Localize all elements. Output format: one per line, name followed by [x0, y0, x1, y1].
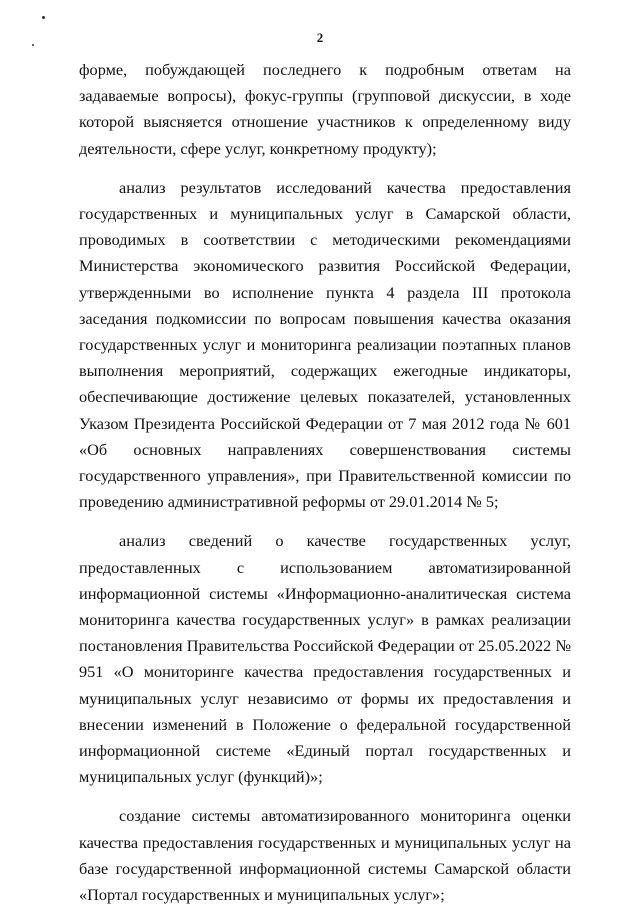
scan-speck	[42, 16, 45, 19]
document-body	[79, 57, 571, 921]
paragraph: анализ результатов исследований качества предоставления государственных и муниципальных услуг в Самарской области, проводимых в соответствии с методическими рекомендациями Министерства экономического развития Российской Федерации, утвержденными во исполнение пункта 4 раздела III протокола заседания подкомиссии по вопросам повышения качества оказания государственных услуг и мониторинга реализации поэтапных планов выполнения мероприятий, содержащих ежегодные индикаторы, обеспечивающие достижение целевых показателей, установленных Указом Президента Российской Федерации от 7 мая 2012 года № 601 «Об основных направлениях совершенствования системы государственного управления», при Правительственной комиссии по проведению административной реформы от 29.01.2014 № 5;	[79, 177, 571, 512]
paragraph: создание системы автоматизированного мониторинга оценки качества предоставления государственных и муниципальных услуг на базе государственной информационной системы Самарской области «Портал государственных и муниципальных услуг»;	[79, 806, 571, 905]
paragraph: анализ сведений о качестве государственных услуг, предоставленных с использованием автоматизированной информационной системы «Информационно-аналитическая система мониторинга качества государственных услуг» в рамках реализации постановления Правительства Российской Федерации от 25.05.2022 № 951 «О мониторинге качества предоставления государственных и муниципальных услуг независимо от формы их предоставления и внесении изменений в Положение о федеральной государственной информационной системе «Единый портал государственных и муниципальных услуг (функций)»;	[79, 531, 571, 787]
scan-speck	[32, 44, 34, 46]
paragraph: форме, побуждающей последнего к подробным ответам на задаваемые вопросы), фокус-группы (групповой дискуссии, в ходе которой выясняется отношение участников к определенному виду деятельности, сфере услуг, конкретному продукту);	[79, 60, 571, 158]
page-number: 2	[316, 30, 324, 45]
